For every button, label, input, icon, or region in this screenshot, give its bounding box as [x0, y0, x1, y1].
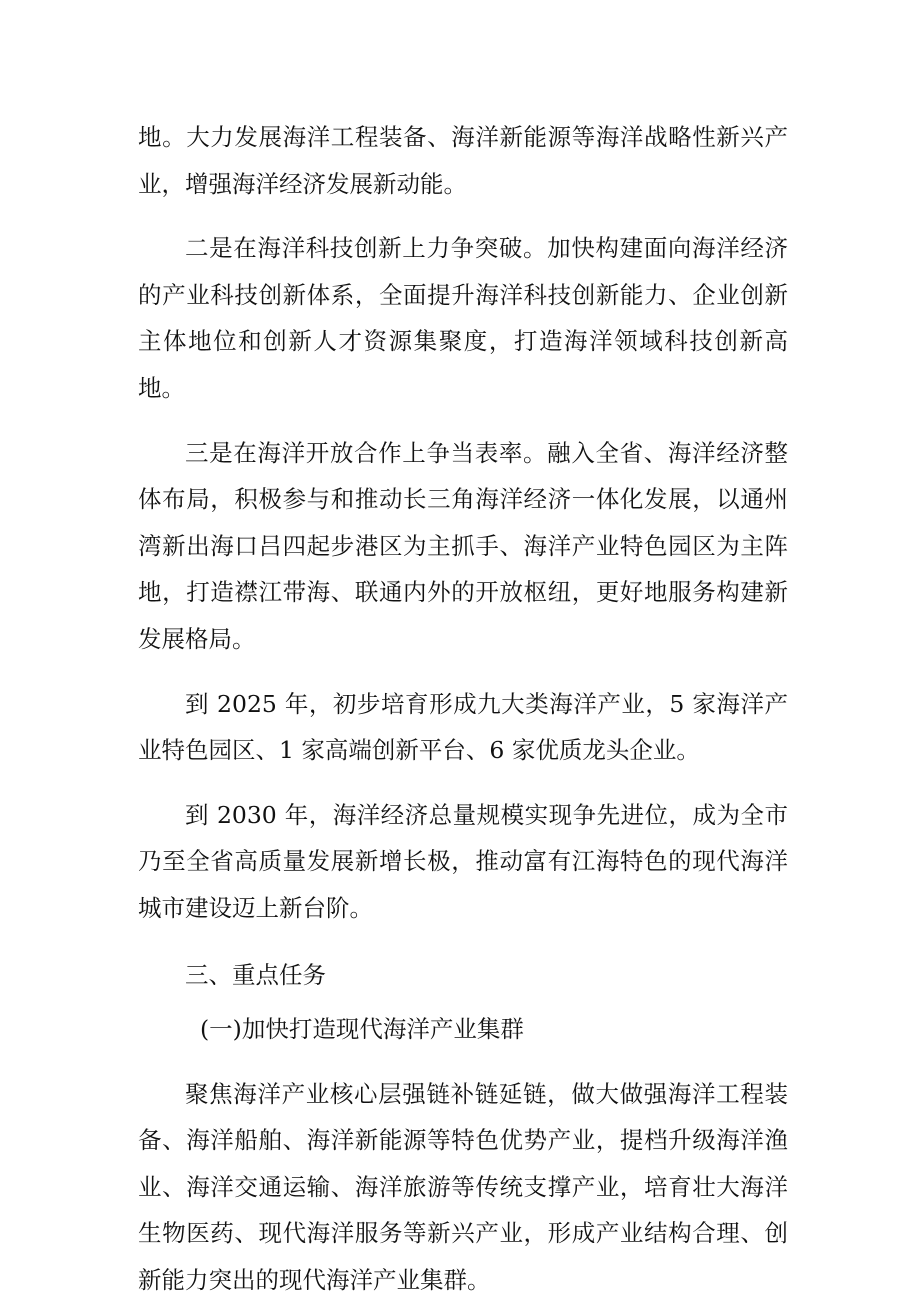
- paragraph-final: 聚焦海洋产业核心层强链补链延链，做大做强海洋工程装备、海洋船舶、海洋新能源等特色优势产业，提档升级海洋渔业、海洋交通运输、海洋旅游等传统支撑产业，培育壮大海洋生物医药、现代海洋服务等新兴产业，形成产业结构合理、创新能力突出的现代海洋产业集群。: [138, 1079, 788, 1295]
- subsection-heading: (一)加快打造现代海洋产业集群: [200, 1015, 524, 1044]
- section-heading: 三、重点任务: [185, 960, 326, 989]
- paragraph-goal-2025: 到 2025 年，初步培育形成九大类海洋产业，5 家海洋产业特色园区、1 家高端创新平台、6 家优质龙头企业。: [138, 689, 788, 765]
- paragraph-continuation: 地。大力发展海洋工程装备、海洋新能源等海洋战略性新兴产业，增强海洋经济发展新动能。: [138, 123, 788, 198]
- paragraph-item-three: 三是在海洋开放合作上争当表率。融入全省、海洋经济整体布局，积极参与和推动长三角海洋经济一体化发展，以通州湾新出海口吕四起步港区为主抓手、海洋产业特色园区为主阵地，打造襟江带海、联通内外的开放枢纽，更好地服务构建新发展格局。: [138, 438, 788, 653]
- paragraph-goal-2030: 到 2030 年，海洋经济总量规模实现争先进位，成为全市乃至全省高质量发展新增长极，推动富有江海特色的现代海洋城市建设迈上新台阶。: [138, 800, 788, 922]
- document-body: [138, 114, 788, 1304]
- paragraph-item-two: 二是在海洋科技创新上力争突破。加快构建面向海洋经济的产业科技创新体系，全面提升海洋科技创新能力、企业创新主体地位和创新人才资源集聚度，打造海洋领域科技创新高地。: [138, 234, 788, 402]
